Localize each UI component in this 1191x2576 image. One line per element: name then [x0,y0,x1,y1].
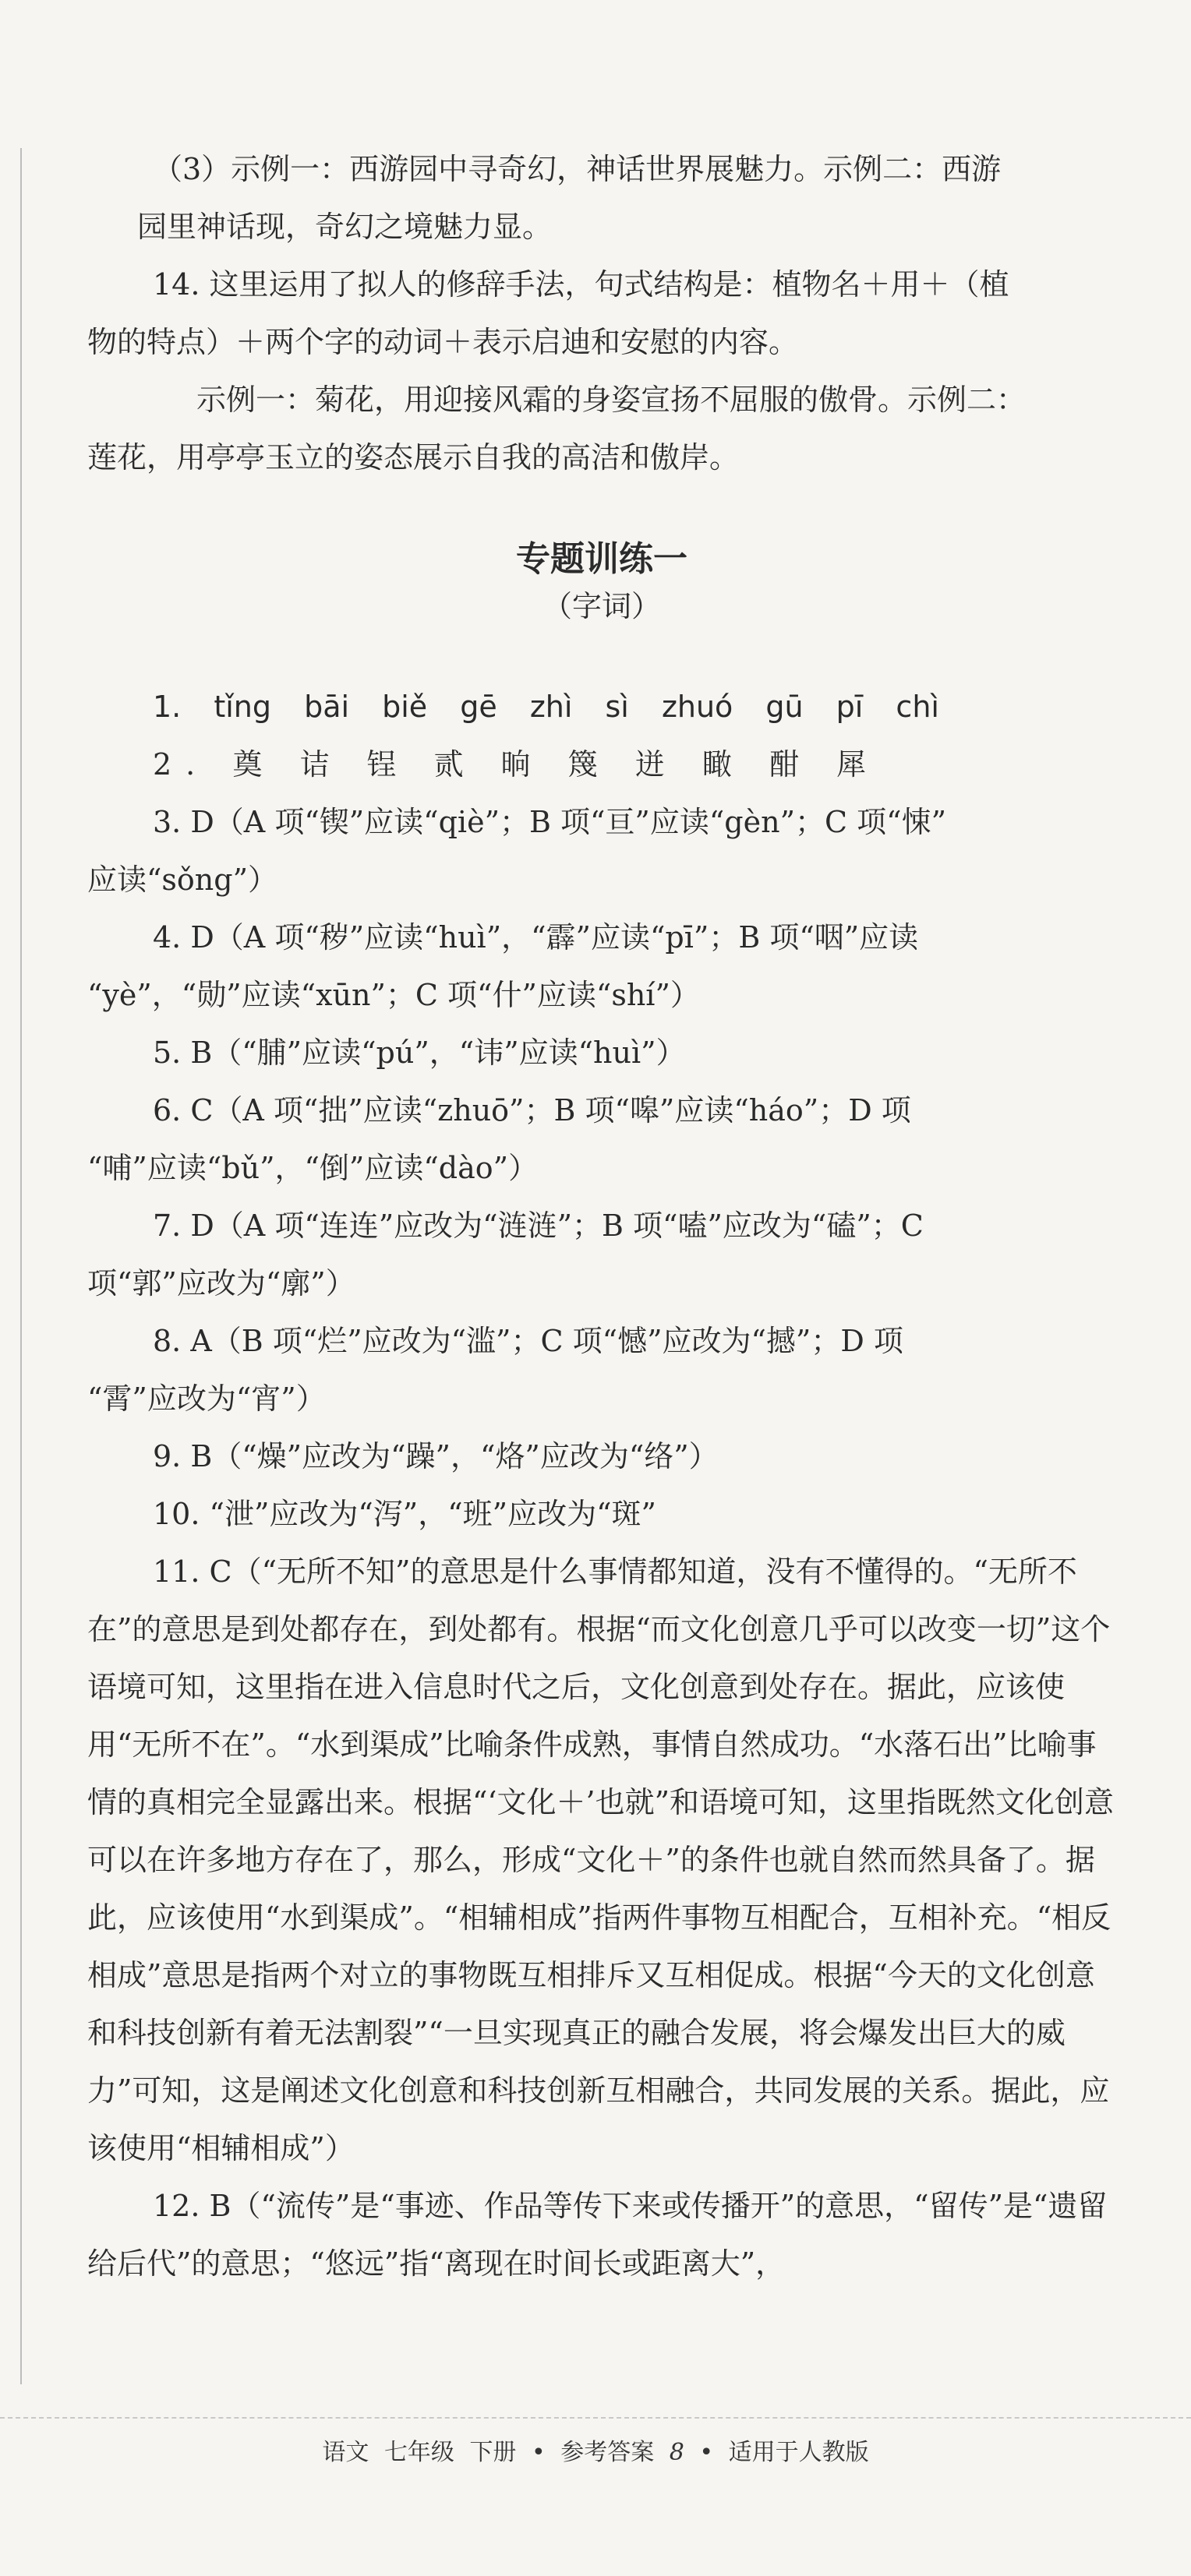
answer-11: 11. C（“无所不知”的意思是什么事情都知道，没有不懂得的。“无所不在”的意思是到处都存在，到处都有。根据“而文化创意几乎可以改变一切”这个语境可知，这里指在进入信息时代之后，文化创意到处存在。据此，应该使用“无所不在”。“水到渠成”比喻条件成熟，事情自然成功。“水落石出”比喻事情的真相完全显露出来。根据“‘文化＋’也就”和语境可知，这里指既然文化创意可以在许多地方存在了，那么，形成“文化＋”的条件也就自然而然具备了。据此，应该使用“水到渠成”。“相辅相成”指两件事物互相配合，互相补充。“相反相成”意思是指两个对立的事物既互相排斥又互相促成。根据“今天的文化创意和科技创新有着无法割裂”“一旦实现真正的融合发展，将会爆发出巨大的威力”可知，这是阐述文化创意和科技创新互相融合，共同发展的关系。据此，应该使用“相辅相成”） [87,1554,1115,2165]
answer-line: 园里神话现，奇幻之境魅力显。 [137,210,553,244]
footer-subject: 语文 [322,2439,369,2466]
section-subtitle: （字词） [542,589,661,623]
answer-12: 12. B（“流传”是“事迹、作品等传下来或传播开”的意思，“留传”是“遗留给后代”的意思；“悠远”指“离现在时间长或距离大”， [87,2189,1108,2281]
margin-rule [20,148,22,2384]
answer-3-cont: 应读“sǒng”） [87,863,278,897]
answer-8: 8. A（B 项“烂”应改为“滥”；C 项“憾”应改为“撼”；D 项 [153,1324,903,1358]
answer-7: 7. D（A 项“连连”应改为“涟涟”；B 项“嗑”应改为“磕”；C [153,1209,924,1243]
answer-4: 4. D（A 项“秽”应读“huì”，“霹”应读“pī”；B 项“咽”应读 [153,920,919,955]
footer-volume: 下册 [469,2439,517,2466]
footer-divider [0,2417,1191,2419]
answer-4-cont: “yè”，“勋”应读“xūn”；C 项“什”应读“shí”） [87,978,700,1012]
answer-7-cont: 项“郭”应改为“廓”） [87,1266,355,1300]
answer-6: 6. C（A 项“拙”应读“zhuō”；B 项“嗥”应读“háo”；D 项 [153,1093,911,1127]
footer-label: 参考答案 [560,2439,655,2466]
answer-2: 2. 奠 诘 锃 贰 晌 篾 迸 瞰 酣 犀 [153,747,881,782]
answer-line: 示例一：菊花，用迎接风霜的身姿宣扬不屈服的傲骨。示例二： [196,383,1027,417]
answer-5: 5. B（“脯”应读“pú”，“讳”应读“huì”） [153,1036,686,1070]
answer-line: 物的特点）＋两个字的动词＋表示启迪和安慰的内容。 [87,325,799,359]
answer-1: 1. tǐng bāi biě gē zhì sì zhuó gū pī chì [153,690,939,724]
answer-line: 14. 这里运用了拟人的修辞手法，句式结构是：植物名＋用＋（植 [153,267,1009,302]
answer-8-cont: “霄”应改为“宵”） [87,1382,326,1416]
page-content [87,140,1116,2292]
footer-edition: 适用于人教版 [728,2439,869,2466]
answer-9: 9. B（“燥”应改为“躁”，“烙”应改为“络”） [153,1439,719,1473]
answer-6-cont: “哺”应读“bǔ”，“倒”应读“dào”） [87,1151,539,1185]
page-number: 8 [669,2439,684,2466]
section-title: 专题训练一 [516,539,687,579]
answer-10: 10. “泄”应改为“泻”，“班”应改为“斑” [153,1497,656,1531]
answer-line: 莲花，用亭亭玉立的姿态展示自我的高洁和傲岸。 [87,440,740,475]
answer-line: （3）示例一：西游园中寻奇幻，神话世界展魅力。示例二：西游 [153,152,1002,186]
footer-grade: 七年级 [383,2439,454,2466]
page-footer: 语文 七年级 下册 • 参考答案 8 • 适用于人教版 [322,2439,869,2466]
answer-3: 3. D（A 项“锲”应读“qiè”；B 项“亘”应读“gèn”；C 项“悚” [153,805,947,839]
